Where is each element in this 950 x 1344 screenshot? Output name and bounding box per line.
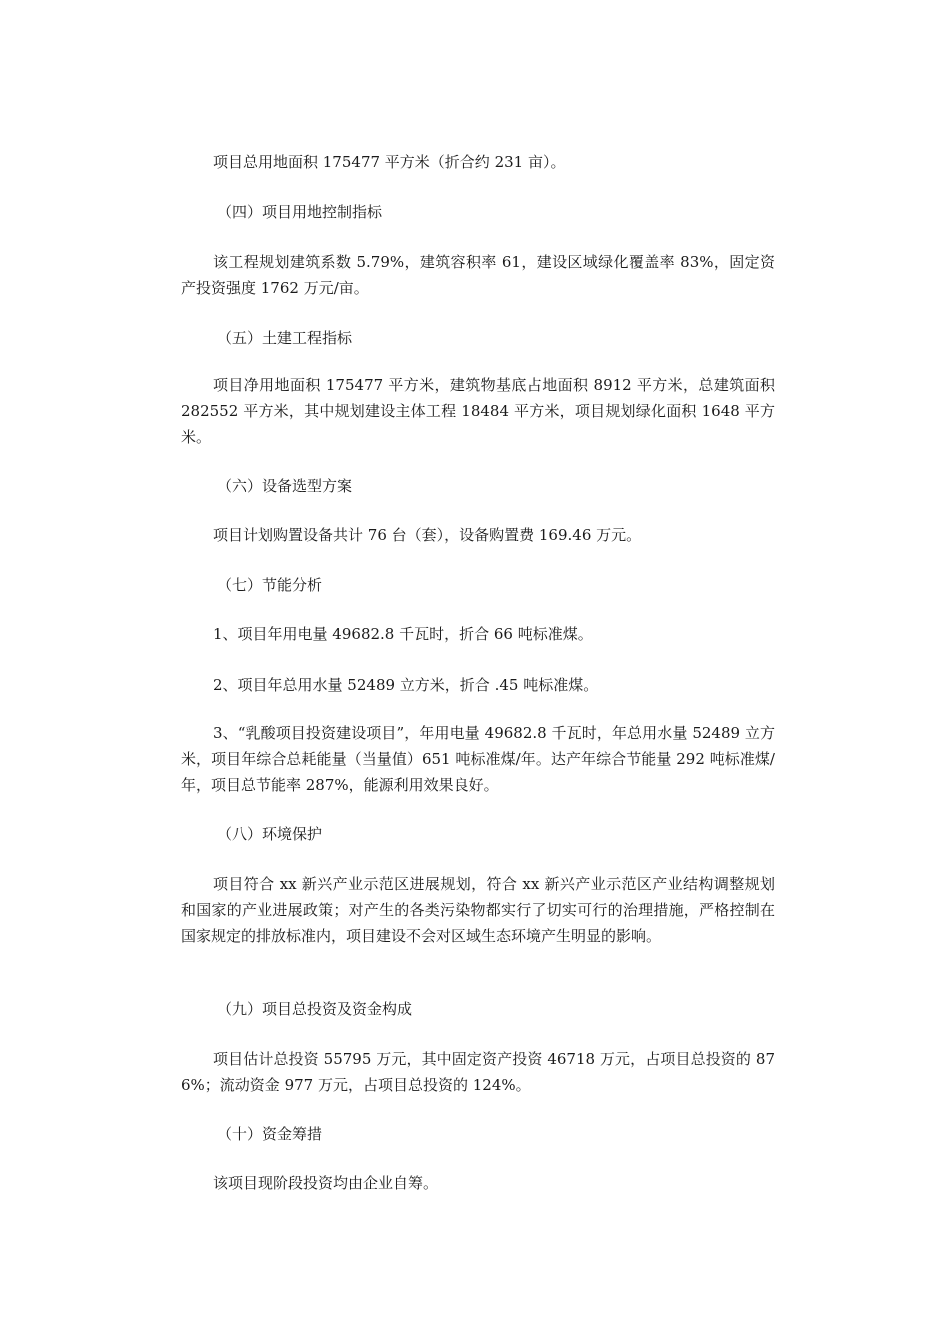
- heading-land-control: （四）项目用地控制指标: [217, 203, 383, 221]
- heading-environment: （八）环境保护: [217, 825, 323, 843]
- heading-equipment: （六）设备选型方案: [217, 477, 353, 495]
- paragraph-civil-engineering: 项目净用地面积 175477 平方米，建筑物基底占地面积 8912 平方米，总建筑面积 282552 平方米，其中规划建设主体工程 18484 平方米，项目规划绿化面积 1648 平方米。: [181, 376, 775, 446]
- paragraph-investment: 项目估计总投资 55795 万元，其中固定资产投资 46718 万元，占项目总投资的 876%；流动资金 977 万元，占项目总投资的 124%。: [181, 1050, 775, 1094]
- paragraph-equipment: 项目计划购置设备共计 76 台（套），设备购置费 169.46 万元。: [213, 526, 642, 544]
- paragraph-funding: 该项目现阶段投资均由企业自筹。: [213, 1174, 439, 1192]
- heading-funding: （十）资金筹措: [217, 1125, 323, 1143]
- paragraph-energy-summary: 3、“乳酸项目投资建设项目”，年用电量 49682.8 千瓦时，年总用水量 52489 立方米，项目年综合总耗能量（当量值）651 吨标准煤/年。达产年综合节能量 292 吨标准煤/年，项目总节能率 287%，能源利用效果良好。: [181, 724, 775, 794]
- heading-energy-saving: （七）节能分析: [217, 576, 323, 594]
- heading-civil-engineering: （五）土建工程指标: [217, 329, 353, 347]
- paragraph-electricity: 1、项目年用电量 49682.8 千瓦时，折合 66 吨标准煤。: [213, 625, 593, 643]
- paragraph-land-control: 该工程规划建筑系数 5.79%，建筑容积率 61，建设区域绿化覆盖率 83%，固定资产投资强度 1762 万元/亩。: [181, 253, 775, 297]
- paragraph-land-area: 项目总用地面积 175477 平方米（折合约 231 亩）。: [213, 153, 566, 171]
- paragraph-water: 2、项目年总用水量 52489 立方米，折合 .45 吨标准煤。: [213, 676, 599, 694]
- paragraph-environment: 项目符合 xx 新兴产业示范区进展规划，符合 xx 新兴产业示范区产业结构调整规划和国家的产业进展政策；对产生的各类污染物都实行了切实可行的治理措施，严格控制在国家规定的排放标准内，项目建设不会对区域生态环境产生明显的影响。: [181, 875, 775, 945]
- heading-investment: （九）项目总投资及资金构成: [217, 1000, 413, 1018]
